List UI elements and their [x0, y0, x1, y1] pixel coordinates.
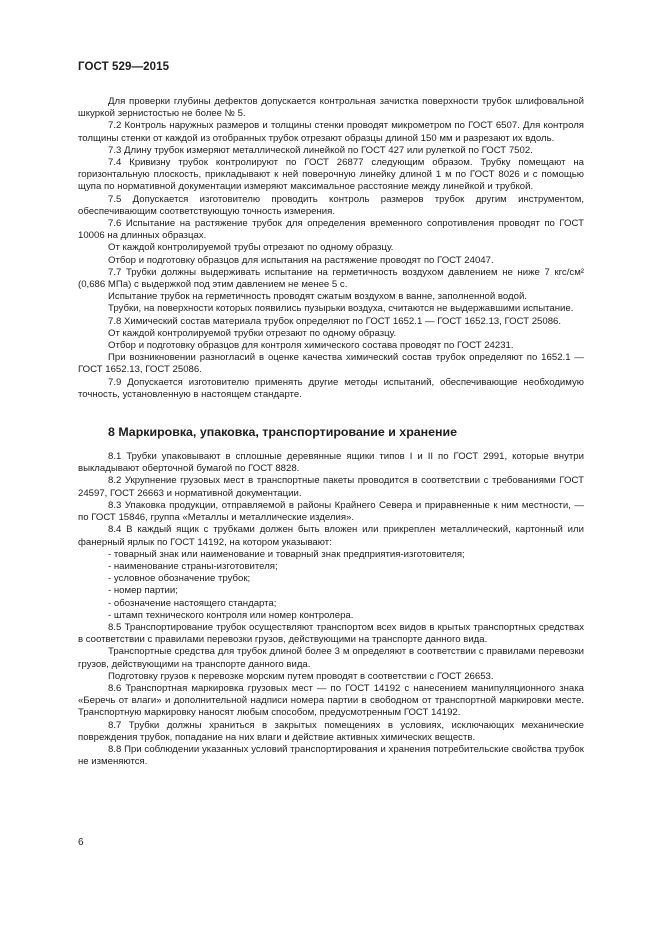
list-item: - номер партии;: [108, 585, 178, 597]
paragraph-8-5: 8.5 Транспортирование трубок осуществляют транспортом всех видов в крытых транспортных средствах в соответствии с правилами перевозки грузов, действующими на транспорте данного вида.: [78, 621, 584, 646]
paragraph-7-8-dispute: При возникновении разногласий в оценке качества химический состав трубок определяют по 1652.1 — ГОСТ 1652.13, ГОСТ 25086.: [78, 352, 584, 376]
paragraph-7-4: 7.4 Кривизну трубок контролируют по ГОСТ 26877 следующим образом. Трубку помещают на горизонтальную плоскость, прикладывают к ней поверочную линейку длиной 1 м по ГОСТ 8026 и с помощью щупа по нормативной документации измеряют максимальное расстояние между линейкой и трубкой.: [78, 157, 584, 193]
list-item: - товарный знак или наименование и товарный знак предприятия-изготовителя;: [108, 548, 465, 560]
paragraph-8-1: 8.1 Трубки упаковывают в сплошные деревянные ящики типов I и II по ГОСТ 2991, которые внутри выкладывают оберточной бумагой по ГОСТ 8828.: [78, 451, 584, 475]
section-title-8: 8 Маркировка, упаковка, транспортирование и хранение: [108, 425, 458, 440]
paragraph-7-1-cont: Для проверки глубины дефектов допускается контрольная зачистка поверхности трубок шлифовальной шкуркой зернистостью не более № 5.: [78, 96, 584, 120]
page-number: 6: [78, 837, 84, 848]
paragraph-8-6: 8.6 Транспортная маркировка грузовых мест — по ГОСТ 14192 с нанесением манипуляционного знака «Беречь от влаги» и дополнительной надписи номера партии в свободном от транспортной маркировки месте. Транспортную маркировку наносят любым способом, предусмотренным ГОСТ 14192.: [78, 682, 584, 719]
paragraph-7-6: 7.6 Испытание на растяжение трубок для определения временного сопротивления проводят по ГОСТ 10006 на длинных образцах.: [78, 218, 584, 242]
paragraph-8-4: 8.4 В каждый ящик с трубками должен быть вложен или прикреплен металлический, картонный или фанерный ярлык по ГОСТ 14192, на котором указывают:: [78, 524, 584, 548]
paragraph-7-8: 7.8 Химический состав материала трубок определяют по ГОСТ 1652.1 — ГОСТ 1652.13, ГОСТ 25086.: [108, 315, 562, 327]
paragraph-7-6-prep: Отбор и подготовку образцов для испытания на растяжение проводят по ГОСТ 24047.: [108, 254, 494, 266]
paragraph-7-6-sample: От каждой контролируемой трубы отрезают по одному образцу.: [108, 242, 394, 254]
list-item: - наименование страны-изготовителя;: [108, 560, 278, 572]
paragraph-8-5-sea: Подготовку грузов к перевозке морским путем проводят в соответствии с ГОСТ 26653.: [108, 670, 494, 682]
paragraph-8-5-vehicles: Транспортные средства для трубок длиной более 3 м определяют в соответствии с правилами перевозки грузов, действующими на транспорте данного вида.: [78, 646, 584, 670]
paragraph-7-5: 7.5 Допускается изготовителю проводить контроль размеров трубок другим инструментом, обеспечивающим соответствующую точность измерения.: [78, 193, 584, 217]
paragraph-7-2: 7.2 Контроль наружных размеров и толщины стенки проводят микрометром по ГОСТ 6507. Для контроля толщины стенки от каждой из отобранных трубок отрезают образцы длиной 150 мм и разрезают их вдоль.: [78, 120, 584, 144]
list-item: - обозначение настоящего стандарта;: [108, 597, 277, 609]
paragraph-7-3: 7.3 Длину трубок измеряют металлической линейкой по ГОСТ 427 или рулеткой по ГОСТ 7502.: [108, 144, 533, 156]
paragraph-7-9: 7.9 Допускается изготовителю применять другие методы испытаний, обеспечивающие необходимую точность, установленную в настоящем стандарте.: [78, 376, 584, 400]
paragraph-7-7-method: Испытание трубок на герметичность проводят сжатым воздухом в ванне, заполненной водой.: [108, 291, 527, 303]
paragraph-8-3: 8.3 Упаковка продукции, отправляемой в районы Крайнего Севера и приравненные к ним местности, — по ГОСТ 15846, группа «Металлы и металлические изделия».: [78, 499, 584, 524]
paragraph-7-8-prep: Отбор и подготовку образцов для контроля химического состава проводят по ГОСТ 24231.: [108, 340, 514, 352]
paragraph-8-8: 8.8 При соблюдении указанных условий транспортирования и хранения потребительские свойства трубок не изменяются.: [78, 743, 584, 768]
document-header: ГОСТ 529—2015: [78, 61, 170, 73]
document-body: [78, 96, 584, 768]
list-item: - условное обозначение трубок;: [108, 573, 251, 585]
list-item: - штамп технического контроля или номер контролера.: [108, 609, 354, 621]
paragraph-8-7: 8.7 Трубки должны храниться в закрытых помещениях в условиях, исключающих механические повреждения трубок, попадание на них влаги и действие активных химических веществ.: [78, 719, 584, 743]
paragraph-7-7: 7.7 Трубки должны выдерживать испытание на герметичность воздухом давлением не ниже 7 кгс/см² (0,686 МПа) с выдержкой под этим давлением не менее 5 с.: [78, 266, 584, 291]
paragraph-8-2: 8.2 Укрупнение грузовых мест в транспортные пакеты проводится в соответствии с требованиями ГОСТ 24597, ГОСТ 26663 и нормативной документации.: [78, 475, 584, 499]
paragraph-7-7-fail: Трубки, на поверхности которых появились пузырьки воздуха, считаются не выдержавшими испытание.: [108, 303, 574, 315]
paragraph-7-8-sample: От каждой контролируемой трубки отрезают по одному образцу.: [108, 327, 397, 339]
